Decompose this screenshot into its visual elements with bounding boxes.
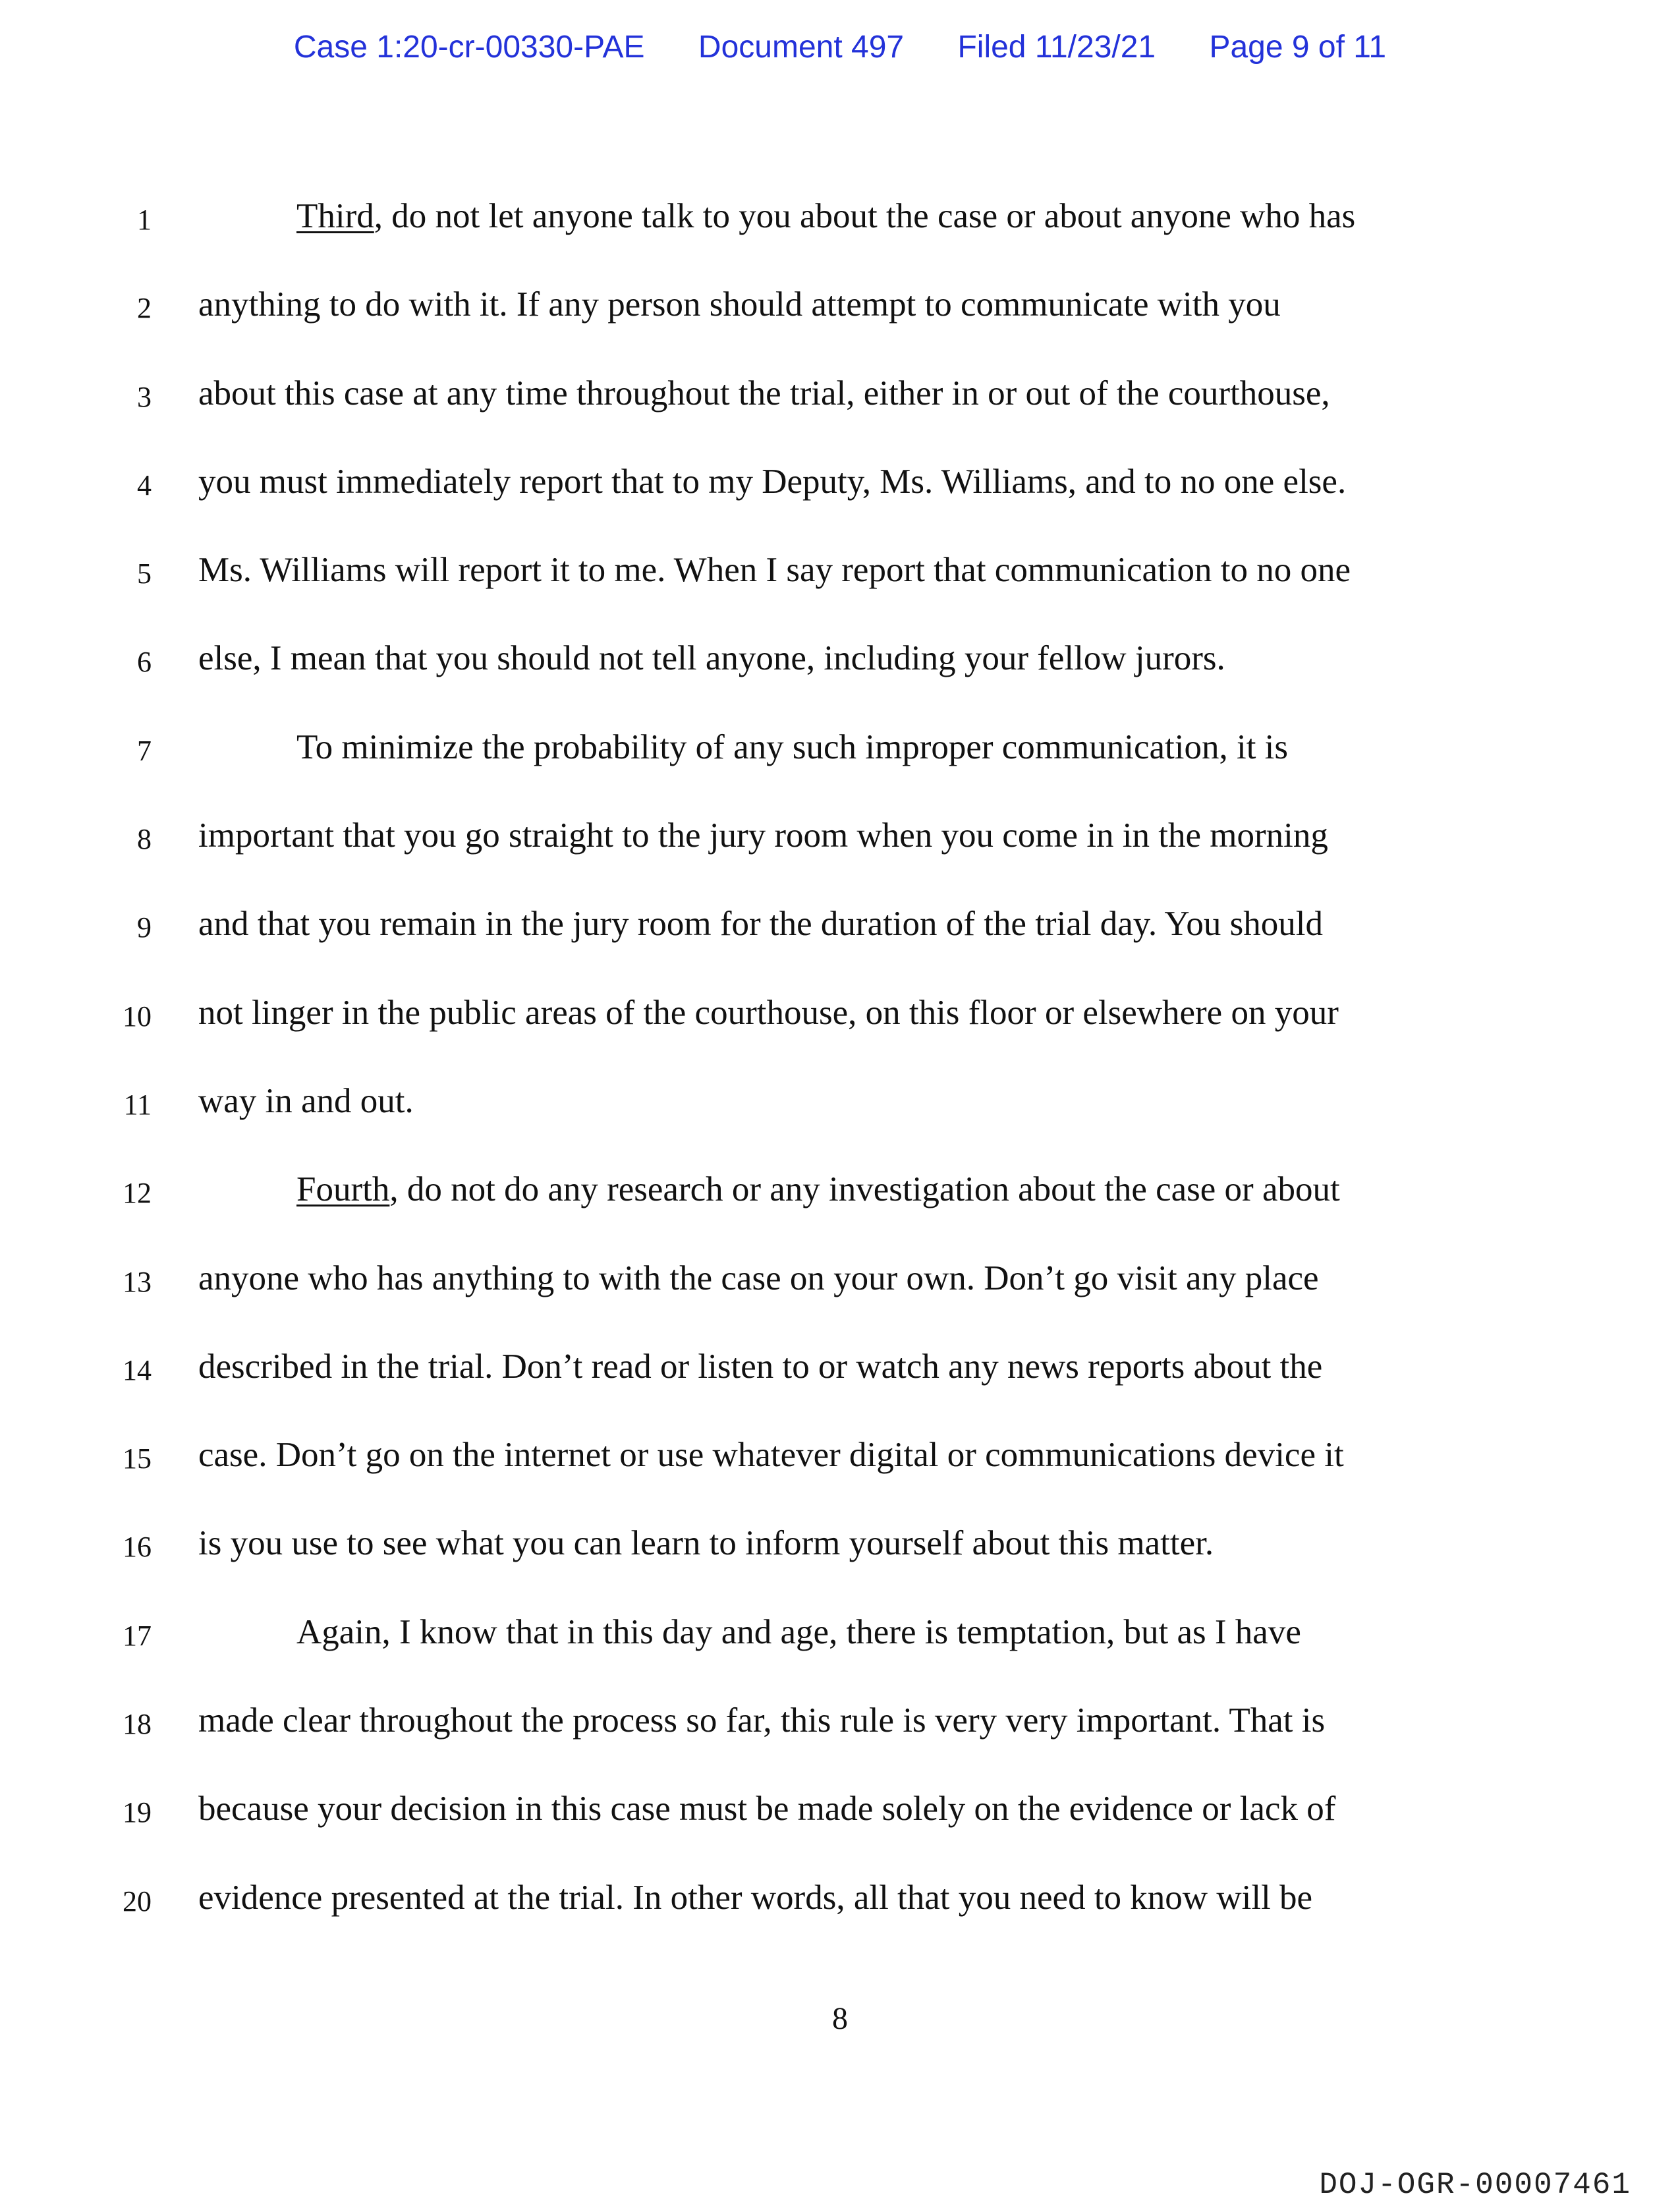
line-number: 16 bbox=[123, 1531, 152, 1564]
numbered-text-body bbox=[0, 196, 1680, 1966]
case-number: Case 1:20-cr-00330-PAE bbox=[293, 30, 645, 65]
text-line bbox=[0, 1347, 1680, 1435]
line-text: about this case at any time throughout the trial, either in or out of the courthouse, bbox=[198, 374, 1330, 412]
line-text: and that you remain in the jury room for the duration of the trial day. You should bbox=[198, 905, 1323, 944]
line-number: 8 bbox=[137, 823, 152, 856]
line-number: 4 bbox=[137, 468, 152, 501]
text-line bbox=[0, 550, 1680, 638]
filed-date: Filed 11/23/21 bbox=[957, 30, 1156, 65]
text-line bbox=[0, 638, 1680, 727]
text-line bbox=[0, 1789, 1680, 1877]
line-text: case. Don’t go on the internet or use whatever digital or communications device it bbox=[198, 1436, 1344, 1475]
line-text: is you use to see what you can learn to inform yourself about this matter. bbox=[198, 1524, 1214, 1563]
line-number: 3 bbox=[137, 380, 152, 413]
line-number: 7 bbox=[137, 734, 152, 767]
text-line bbox=[0, 285, 1680, 373]
line-number: 19 bbox=[123, 1796, 152, 1829]
text-line bbox=[0, 462, 1680, 550]
underlined-heading: Third bbox=[296, 197, 374, 235]
bates-number: DOJ-OGR-00007461 bbox=[1319, 2168, 1631, 2202]
text-line bbox=[0, 374, 1680, 462]
text-line bbox=[0, 196, 1680, 285]
text-line bbox=[0, 1435, 1680, 1523]
document-number: Document 497 bbox=[698, 30, 905, 65]
text-line bbox=[0, 993, 1680, 1081]
line-text: you must immediately report that to my Deputy, Ms. Williams, and to no one else. bbox=[198, 462, 1347, 501]
line-number: 20 bbox=[123, 1885, 152, 1917]
ecf-header bbox=[0, 29, 1680, 65]
text-line bbox=[0, 1170, 1680, 1258]
line-text: Ms. Williams will report it to me. When I say report that communication to no one bbox=[198, 551, 1351, 590]
text-line bbox=[0, 904, 1680, 992]
line-number: 2 bbox=[137, 292, 152, 325]
line-text: Again, I know that in this day and age, there is temptation, but as I have bbox=[296, 1612, 1301, 1651]
text-line bbox=[0, 1878, 1680, 1966]
line-text: To minimize the probability of any such improper communication, it is bbox=[296, 727, 1289, 766]
line-text: important that you go straight to the jury room when you come in in the morning bbox=[198, 816, 1328, 855]
text-line bbox=[0, 1259, 1680, 1347]
line-text: way in and out. bbox=[198, 1081, 414, 1120]
line-number: 6 bbox=[137, 646, 152, 679]
line-number: 1 bbox=[137, 204, 152, 236]
line-text: anyone who has anything to with the case on your own. Don’t go visit any place bbox=[198, 1259, 1319, 1297]
line-number: 5 bbox=[137, 557, 152, 590]
line-number: 17 bbox=[123, 1619, 152, 1652]
text-line bbox=[0, 1701, 1680, 1789]
line-number: 12 bbox=[123, 1177, 152, 1210]
line-number: 13 bbox=[123, 1265, 152, 1298]
text-line bbox=[0, 727, 1680, 816]
text-line bbox=[0, 1612, 1680, 1701]
page-count: Page 9 of 11 bbox=[1209, 30, 1387, 65]
line-number: 14 bbox=[123, 1353, 152, 1386]
line-text: because your decision in this case must be made solely on the evidence or lack of bbox=[198, 1790, 1336, 1829]
line-number: 10 bbox=[123, 1000, 152, 1033]
text-line bbox=[0, 1523, 1680, 1612]
line-number: 18 bbox=[123, 1708, 152, 1741]
line-text: described in the trial. Don’t read or listen to or watch any news reports about the bbox=[198, 1347, 1323, 1386]
line-text: evidence presented at the trial. In other words, all that you need to know will be bbox=[198, 1878, 1313, 1917]
text-line bbox=[0, 1081, 1680, 1170]
line-number: 9 bbox=[137, 911, 152, 944]
line-text: else, I mean that you should not tell anyone, including your fellow jurors. bbox=[198, 639, 1225, 678]
line-number: 11 bbox=[123, 1088, 152, 1121]
line-number: 15 bbox=[123, 1442, 152, 1475]
line-text: Fourth, do not do any research or any investigation about the case or about bbox=[296, 1170, 1340, 1209]
line-text: made clear throughout the process so far, this rule is very very important. That is bbox=[198, 1701, 1326, 1740]
underlined-heading: Fourth bbox=[296, 1170, 390, 1209]
page-number: 8 bbox=[832, 2001, 848, 2036]
line-text: Third, do not let anyone talk to you about the case or about anyone who has bbox=[296, 197, 1356, 235]
text-line bbox=[0, 816, 1680, 904]
line-text: anything to do with it. If any person should attempt to communicate with you bbox=[198, 285, 1281, 324]
line-text: not linger in the public areas of the courthouse, on this floor or elsewhere on your bbox=[198, 993, 1339, 1032]
